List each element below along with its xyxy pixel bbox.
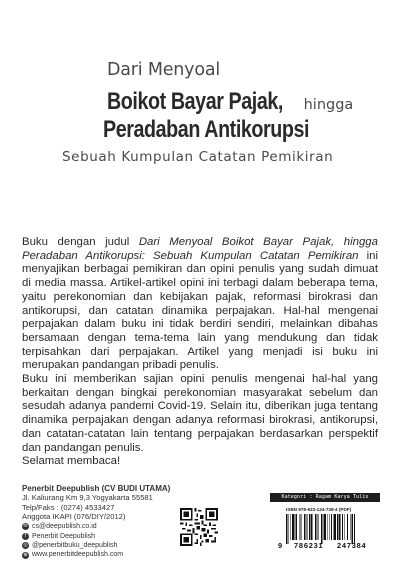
- category-label: Kategori : Ragam Karya Tulis: [270, 493, 380, 502]
- contact-email: [22, 522, 170, 531]
- contact-website: [22, 550, 170, 559]
- blurb-body-1: ini menyajikan berbagai pemikiran dan opini penulis yang sudah dimuat di media massa. Artikel-artikel opini ini terbagi dalam beberapa tema, yaitu perekonomian dan kebijakan pajak, reformasi birokrasi dan antikorupsi, dan catatan dinamika perpajakan. Hal-hal mengenai perpajakan dalam buku ini tidak berdiri sendiri, melainkan dibahas bersamaan dengan tema-tema lain yang mendukung dan tidak terpisahkan dari perpajakan. Artikel yang menjadi isi buku ini merupakan pandangan pribadi penulis.: [22, 249, 379, 372]
- barcode-icon: [286, 514, 374, 544]
- contact-instagram: [22, 541, 170, 550]
- title-bold-2: Peradaban Antikorupsi: [103, 116, 310, 143]
- globe-icon: ⊕: [23, 551, 28, 558]
- publisher-info: [22, 484, 170, 560]
- title-bold-1: Boikot Bayar Pajak,: [107, 88, 283, 115]
- contact-email-text: cs@deepublish.co.id: [32, 523, 97, 531]
- blurb-closing: Selamat membaca!: [22, 455, 121, 468]
- blurb-paragraph-1: [22, 236, 378, 373]
- facebook-icon: f: [22, 533, 29, 540]
- publisher-contacts: [22, 522, 170, 560]
- title-connector: hingga: [303, 97, 354, 113]
- barcode-digit-prefix: 9: [278, 541, 283, 550]
- publisher-name: Penerbit Deepublish (CV BUDI UTAMA): [22, 484, 171, 493]
- title-line-1: [107, 88, 353, 116]
- publisher-ikapi: Anggota IKAPI (076/DIY/2012): [22, 511, 126, 521]
- pre-title: Dari Menyoal: [107, 60, 221, 80]
- isbn-label: ISBN 978-623-124-738-4 (PDF): [286, 507, 352, 512]
- barcode-digits-right: 247384: [337, 541, 367, 550]
- publisher-phone: Telp/Faks : (0274) 4533427: [22, 502, 115, 512]
- blurb-intro: Buku dengan judul: [22, 236, 139, 248]
- publisher-address: Jl. Kaliurang Km 9,3 Yogyakarta 55581: [22, 493, 153, 503]
- barcode-digits-left: 786231: [294, 541, 324, 550]
- qr-code-icon: [180, 508, 218, 546]
- blurb-paragraph-2: Buku ini memberikan sajian opini penulis mengenai hal-hal yang berkaitan dengan bingkai perekonomian masyarakat sebelum dan sesudah adanya pandemi Covid-19. Selain itu, diberikan juga tentang dinamika perpajakan dengan adanya reformasi birokrasi, antikorupsi, dan catatan-catatan lain tentang perpajakan berdasarkan perspektif dan pandangan penulis.: [22, 373, 378, 454]
- contact-instagram-text: @penerbitbuku_deepublish: [32, 542, 118, 550]
- subtitle: Sebuah Kumpulan Catatan Pemikiran: [62, 149, 334, 165]
- contact-facebook-text: Penerbit Deepublish: [32, 532, 96, 540]
- book-blurb: [22, 236, 378, 469]
- contact-website-text: www.penerbitdeepublish.com: [32, 551, 124, 559]
- email-icon: ✉: [23, 523, 28, 530]
- contact-facebook: [22, 532, 170, 541]
- instagram-icon: ◎: [23, 542, 28, 549]
- blurb-book-title: Dari Menyoal Boikot Bayar Pajak, hingga Peradaban Antikorupsi: Sebuah Kumpulan Catatan Pemikiran: [22, 236, 378, 262]
